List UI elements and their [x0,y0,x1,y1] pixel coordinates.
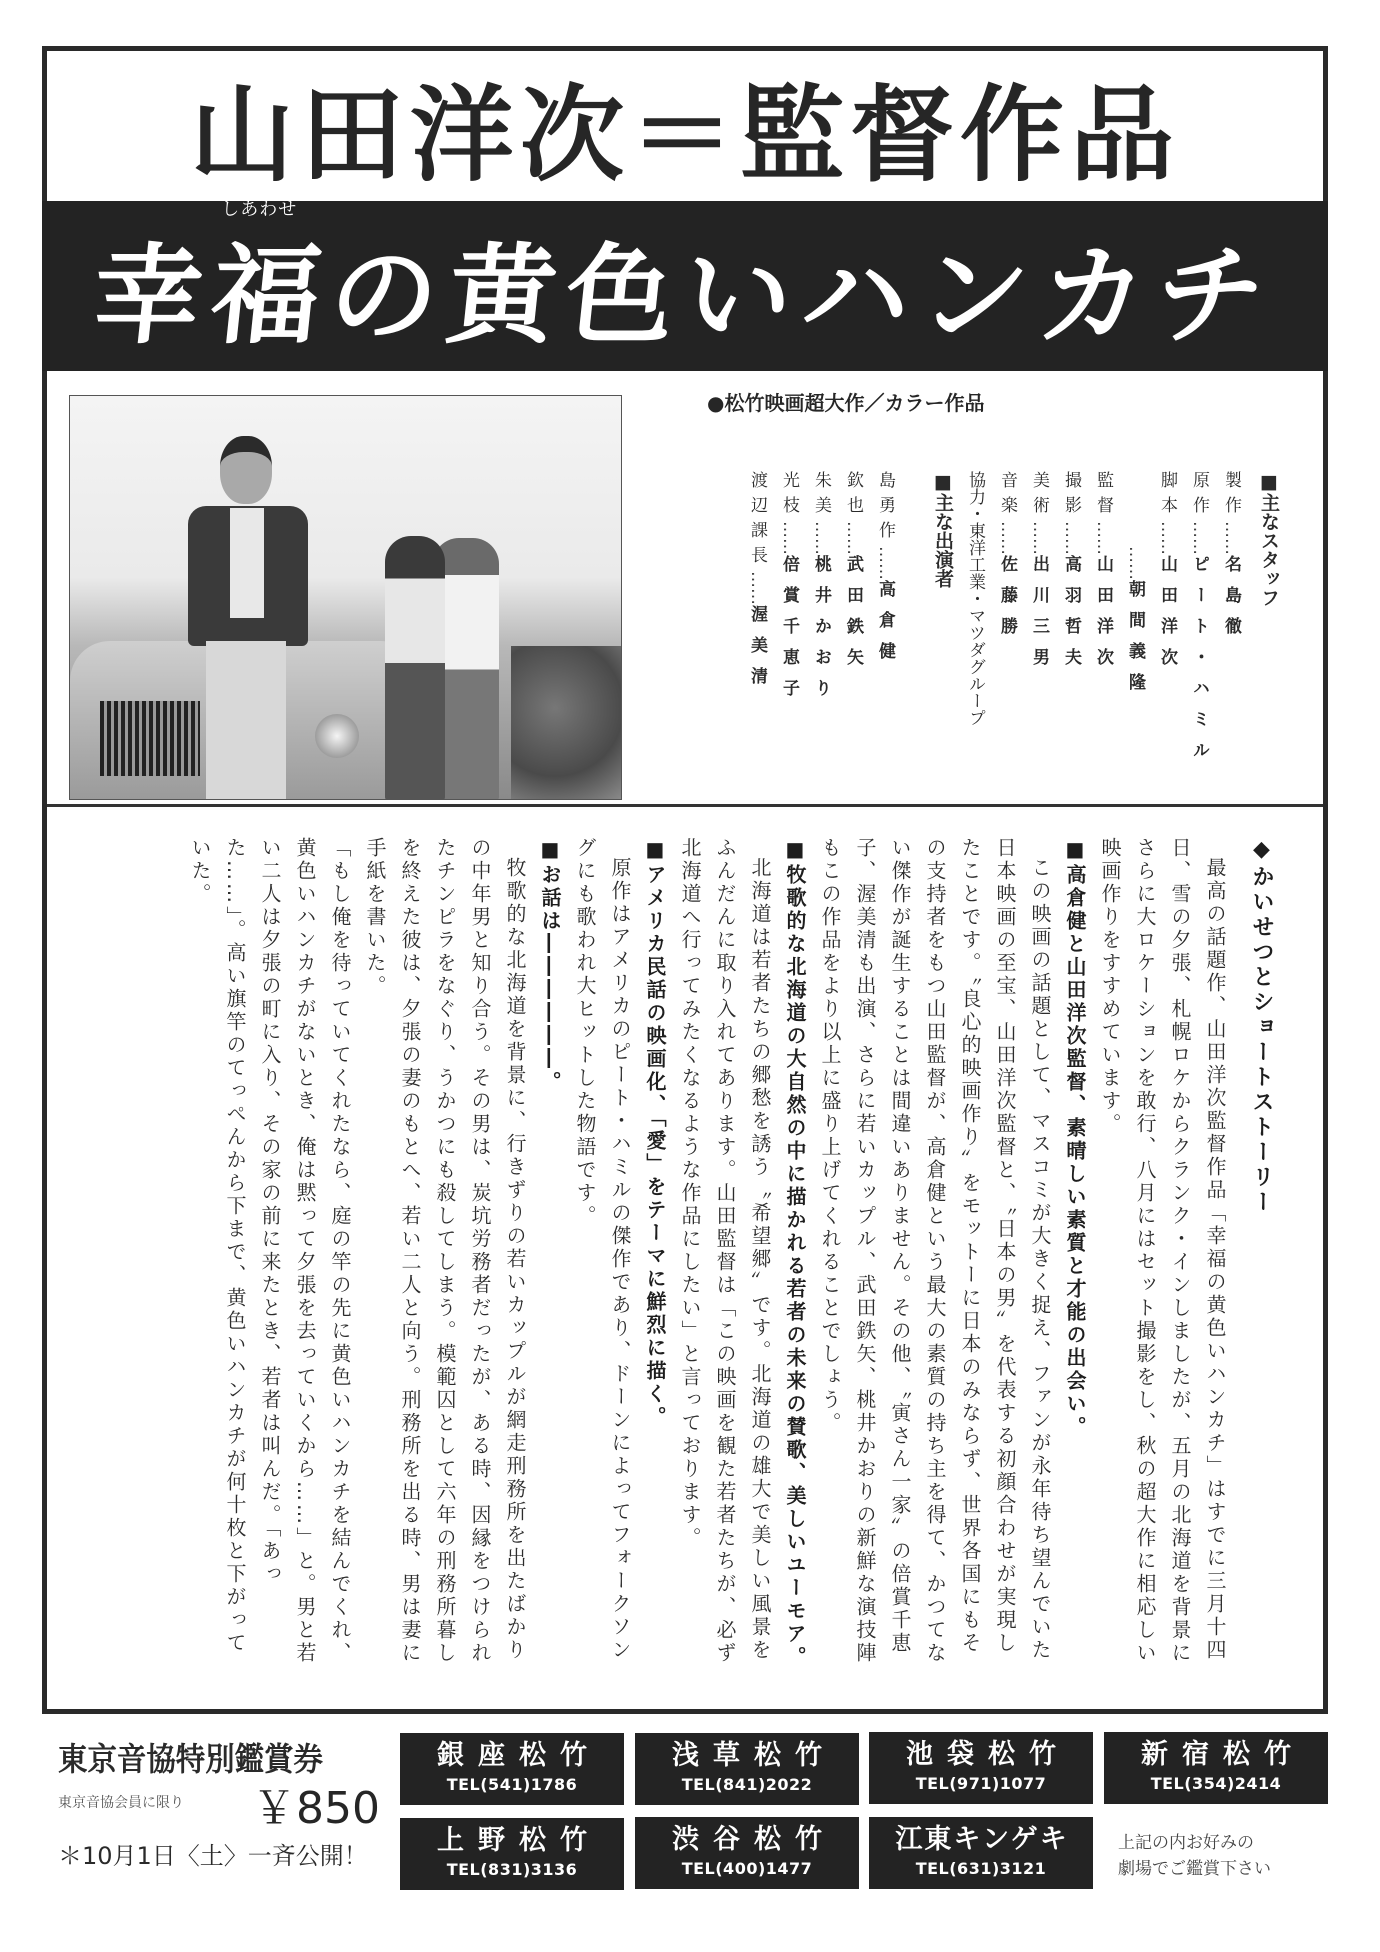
story-intro: 最高の話題作、山田洋次監督作品「幸福の黄色いハンカチ」はすでに三月十四日、雪の夕張、札幌ロケからクランク・インしましたが、五月の北海道を背景にさらに大ロケーションを敢行、八月にはセット撮影をし、秋の超大作に相応しい映画作りをすすめています。 [1098,837,1227,1665]
staff-row: 音楽……佐藤勝 [997,471,1017,648]
photo-man [188,436,308,800]
theater-shinjuku: 新宿松竹 TEL(354)2414 [1104,1732,1328,1804]
section-text: 北海道は若者たちの郷愁を誘う〝希望郷〟です。北海道の雄大で美しい風景をふんだんに取り入れてあります。山田監督は「この映画を観た若者たちが、必ず北海道へ行ってみたくなるような作品にしたい」と言っております。 [678,837,772,1665]
staff-cooperation: 協力・東洋工業・マツダグループ [965,471,985,726]
director-band [47,51,1323,201]
tagline: ●松竹映画超大作／カラー作品 [707,391,985,415]
story-section [47,807,1323,1709]
staff-row: 監督……山田洋次 [1093,471,1113,679]
credits [741,471,1285,801]
film-title [87,198,1283,364]
section-text: この映画の話題として、マスコミが大きく捉え、ファンが永年待ち望んでいた日本映画の至宝、山田洋次監督と、〝日本の男〟を代表する初顔合わせが実現したことです。〝良心的映画作り〟をモットーに日本のみならず、世界各国にもその支持者をもつ山田監督が、高倉健という最大の素質の持ち主を得て、かつてない傑作が誕生することは間違いありません。その他、〝寅さん一家〟の倍賞千恵子、渥美清も出演、さらに若いカップル、武田鉄矢、桃井かおりの新鮮な演技陣もこの作品をより以上に盛り上げてくれることでしょう。 [818,837,1052,1665]
ticket-eligibility-note: 東京音協会員に限り [58,1795,184,1811]
film-title-band [42,198,1328,371]
theater-ikebukuro: 池袋松竹 TEL(971)1077 [869,1732,1093,1804]
cast-row: 朱美……桃井かおり [811,471,831,710]
director-title: 山田洋次＝監督作品 [189,74,1180,196]
staff-row: ……朝間義隆 [1125,546,1145,704]
staff-row: 脚本……山田洋次 [1157,471,1177,679]
staff-row: 原作……ピート・ハミル [1189,471,1209,772]
staff-row: 美術……出川三男 [1029,471,1049,679]
staff-heading: ■主なスタッフ [1258,471,1280,607]
photo-car-headlamp [315,714,359,758]
theater-asakusa: 浅草松竹 TEL(841)2022 [635,1733,859,1805]
ticket-title: 東京音協特別鑑賞券 [58,1740,323,1778]
section-heading: ■お話は――――――。 [538,837,562,1094]
ticket-section [0,1722,1380,1922]
cast-row: 欽也……武田鉄矢 [843,471,863,679]
section-text: 牧歌的な北海道を背景に、行きずりの若いカップルが網走刑務所を出たばかりの中年男と知り合う。その男は、炭坑労務者だったが、ある時、因縁をつけられたチンピラをなぐり、うかつにも殺してしまう。模範囚として六年の刑務所暮しを終えた彼は、夕張の妻のもとへ、若い二人と向う。刑務所を出る時、男は妻に手紙を書いた。 [363,837,527,1665]
photo-couple [385,536,505,800]
theater-ginza: 銀座松竹 TEL(541)1786 [400,1733,624,1805]
section-text: 「もし俺を待っていてくれたなら、庭の竿の先に黄色いハンカチを結んでくれ、黄色いハンカチがないとき、俺は黙って夕張を去っていくから……」と。男と若い二人は夕張の町に入り、その家の前に来たとき、若者は叫んだ。「あった……」。高い旗竿のてっぺんから下まで、黄色いハンカチが何十枚と下がっていた。 [188,837,352,1665]
staff-row: 製作……名島徹 [1221,471,1241,648]
cast-row: 光枝……倍賞千恵子 [779,471,799,710]
film-title-ruby: しあわせ [221,198,298,220]
cast-row: 渡辺課長……渥美清 [747,471,767,698]
section-heading: ■アメリカ民話の映画化、「愛」をテーマに鮮烈に描く。 [643,837,667,1429]
film-still-photo [69,395,622,800]
section-heading: ■牧歌的な北海道の大自然の中に描かれる若者の未来の賛歌、美しいユーモア。 [783,837,807,1669]
section-text: 原作はアメリカのピート・ハミルの傑作であり、ドーンによってフォークソングにも歌われ大ヒットした物語です。 [573,837,632,1662]
staff-row: 撮影……高羽哲夫 [1061,471,1081,679]
cast-row: 島勇作……高倉健 [875,471,895,673]
section-heading: ■高倉健と山田洋次監督、素晴しい素質と才能の出会い。 [1063,837,1087,1439]
theater-koto-kingeki: 江東キンゲキ TEL(631)3121 [869,1817,1093,1889]
ticket-footnote: 上記の内お好みの 劇場でご鑑賞下さい [1118,1833,1271,1879]
photo-car-grille [100,701,200,776]
photo-bush [511,646,621,800]
flyer-frame [42,46,1328,1714]
theater-ueno: 上野松竹 TEL(831)3136 [400,1818,624,1890]
theater-shibuya: 渋谷松竹 TEL(400)1477 [635,1817,859,1889]
film-title-text: 幸福の黄色いハンカチ [87,232,1281,359]
ticket-price: ￥850 [252,1783,380,1834]
release-date: ＊10月1日〈土〉一斉公開！ [58,1842,368,1870]
photo-and-credits [47,371,1323,807]
story-text [182,837,1279,1677]
cast-heading: ■主な出演者 [932,471,954,588]
story-heading: ◆かいせつとショートストーリー [1249,837,1274,1215]
